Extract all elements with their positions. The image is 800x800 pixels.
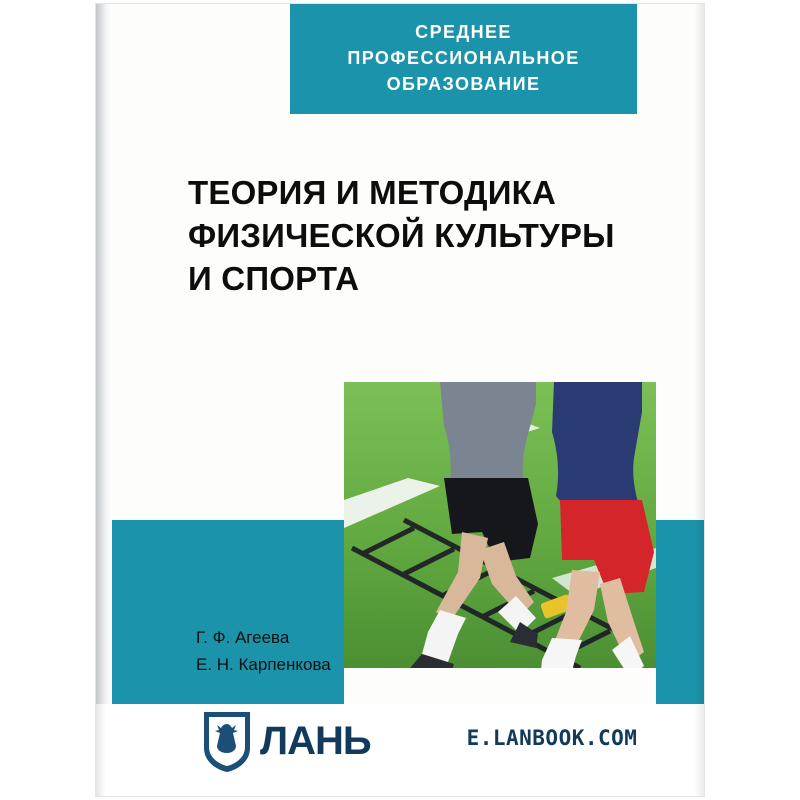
book-page bbox=[96, 4, 704, 796]
authors-list bbox=[196, 624, 331, 678]
publisher-logo bbox=[200, 704, 400, 778]
cover-photo-illustration bbox=[344, 382, 656, 668]
series-banner-text bbox=[290, 4, 637, 114]
cover-photo bbox=[344, 382, 656, 668]
publisher-website: E.LANBOOK.COM bbox=[466, 726, 638, 750]
publisher-name: ЛАНЬ bbox=[260, 719, 371, 763]
author-name-1: Г. Ф. Агеева bbox=[196, 628, 290, 647]
title-line-1: ТЕОРИЯ И МЕТОДИКА bbox=[188, 174, 557, 211]
bottom-band bbox=[96, 704, 704, 796]
accent-block-left bbox=[112, 520, 344, 724]
series-line-3: ОБРАЗОВАНИЕ bbox=[386, 73, 541, 94]
author-name-2: Е. Н. Карпенкова bbox=[196, 655, 331, 675]
deer-shield-icon bbox=[200, 708, 254, 774]
series-line-1: СРЕДНЕЕ bbox=[415, 22, 512, 43]
series-line-2: ПРОФЕССИОНАЛЬНОЕ bbox=[347, 48, 580, 69]
accent-block-right bbox=[656, 520, 704, 724]
title-line-2: ФИЗИЧЕСКОЙ КУЛЬТУРЫ bbox=[188, 216, 615, 254]
series-banner bbox=[290, 4, 637, 114]
book-title bbox=[188, 172, 668, 301]
title-line-3: И СПОРТА bbox=[188, 259, 360, 297]
spine-shading bbox=[96, 4, 112, 796]
